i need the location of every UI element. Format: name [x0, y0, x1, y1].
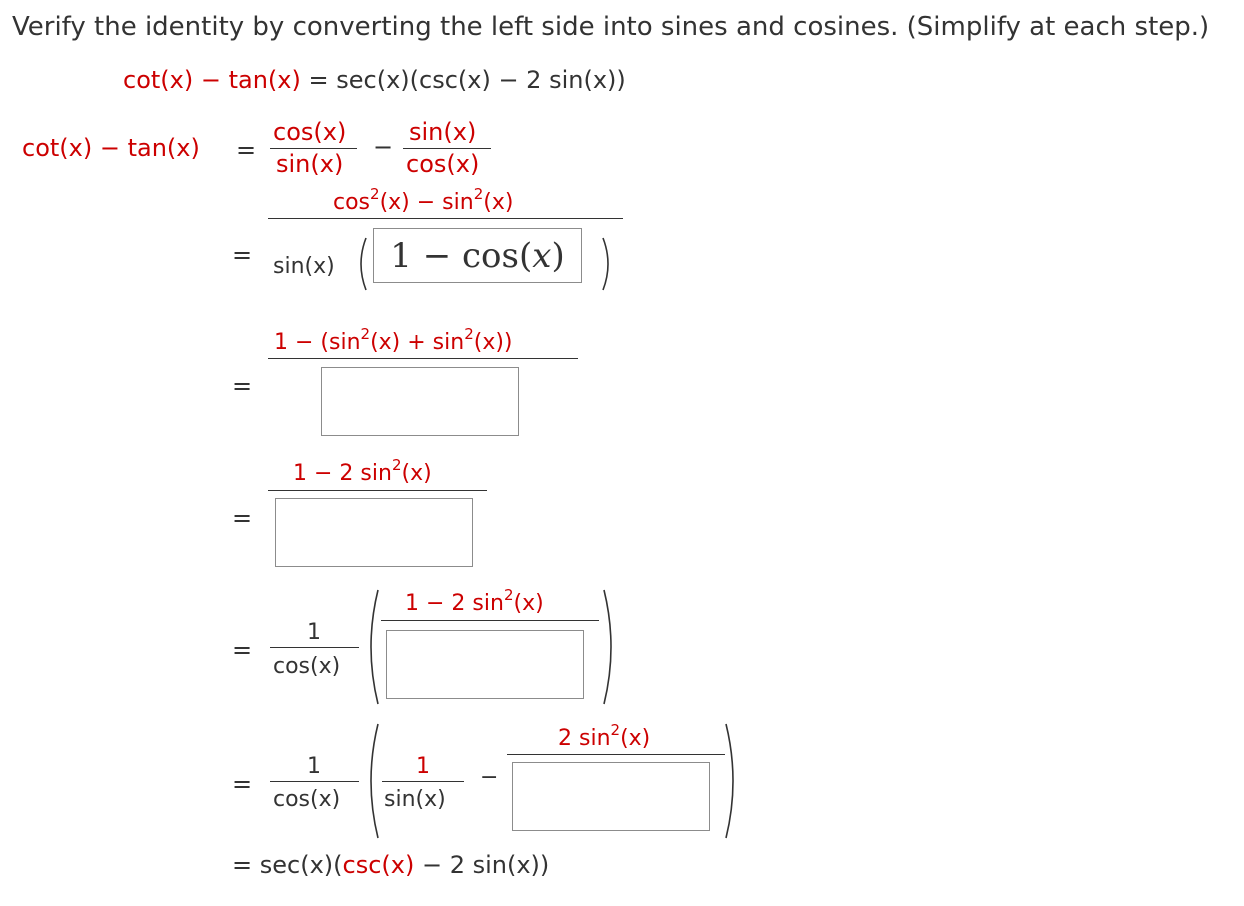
identity-statement: [123, 66, 626, 94]
step2-answer-box[interactable]: 1 − cos( x ): [373, 228, 582, 283]
step6-outer-denominator: cos(x): [273, 787, 341, 812]
step7-result: = sec(x)(csc(x) − 2 sin(x)): [232, 851, 550, 879]
step6-frac-b-numerator: 2 $\sin^2(x)$: [558, 720, 651, 751]
step6-left-paren: [360, 722, 382, 840]
identity-equals: =: [308, 66, 329, 94]
step4-answer-box[interactable]: [275, 498, 473, 567]
step7-csc: csc(x): [342, 851, 415, 879]
step4-numerator: 1 − 2 $\sin^2(x)$: [293, 455, 432, 486]
step5-outer-denominator: cos(x): [273, 654, 341, 679]
step5-inner-fraction-bar: [381, 620, 599, 621]
identity-lhs: cot(x) − tan(x): [123, 66, 301, 94]
step4-equals: =: [232, 504, 253, 532]
step4-fraction-bar: [268, 490, 487, 491]
step1-frac1-numerator: cos(x): [273, 118, 347, 146]
instruction-text: Verify the identity by converting the left side into sines and cosines. (Simplify at each step.): [12, 12, 1210, 42]
step6-answer-box[interactable]: [512, 762, 710, 831]
step6-frac-a-numerator: 1: [416, 754, 430, 779]
step1-lhs: cot(x) − tan(x): [22, 134, 200, 162]
step3-answer-box[interactable]: [321, 367, 519, 436]
step5-outer-fraction-bar: [270, 647, 359, 648]
step1-minus: −: [373, 133, 394, 161]
step1-frac2-numerator: sin(x): [409, 118, 477, 146]
step2-equals: =: [232, 241, 253, 269]
step7-equals: =: [232, 851, 253, 879]
step2-numerator: $\cos^2(x) - \sin^2(x)$: [333, 184, 514, 215]
step6-minus: −: [480, 765, 499, 790]
step3-fraction-bar: [268, 358, 578, 359]
step5-left-paren: [360, 588, 382, 706]
step3-equals: =: [232, 372, 253, 400]
step6-frac-b-bar: [507, 754, 725, 755]
step2-fraction-bar: [268, 218, 623, 219]
step1-frac1-denominator: sin(x): [276, 150, 344, 178]
step6-equals: =: [232, 770, 253, 798]
step5-answer-box[interactable]: [386, 630, 584, 699]
step1-equals: =: [236, 136, 257, 164]
step1-frac2-denominator: cos(x): [406, 150, 480, 178]
step6-outer-numerator: 1: [307, 754, 321, 779]
step3-numerator: $1 - (\sin^2(x) + \sin^2(x))$: [274, 324, 513, 355]
step6-frac-a-denominator: sin(x): [384, 787, 446, 812]
identity-rhs: sec(x)(csc(x) − 2 sin(x)): [336, 66, 626, 94]
step5-right-paren: [600, 588, 622, 706]
step6-right-paren: [722, 722, 744, 840]
step5-outer-numerator: 1: [307, 620, 321, 645]
step6-frac-a-bar: [382, 781, 464, 782]
step2-denominator-prefix: sin(x): [273, 254, 335, 279]
step2-right-paren: [600, 236, 616, 292]
step5-equals: =: [232, 636, 253, 664]
step1-frac1-bar: [270, 148, 357, 149]
step6-outer-fraction-bar: [270, 781, 359, 782]
step1-frac2-bar: [403, 148, 491, 149]
step5-inner-numerator: 1 − 2 $\sin^2(x)$: [405, 585, 544, 616]
step2-left-paren: [353, 236, 369, 292]
